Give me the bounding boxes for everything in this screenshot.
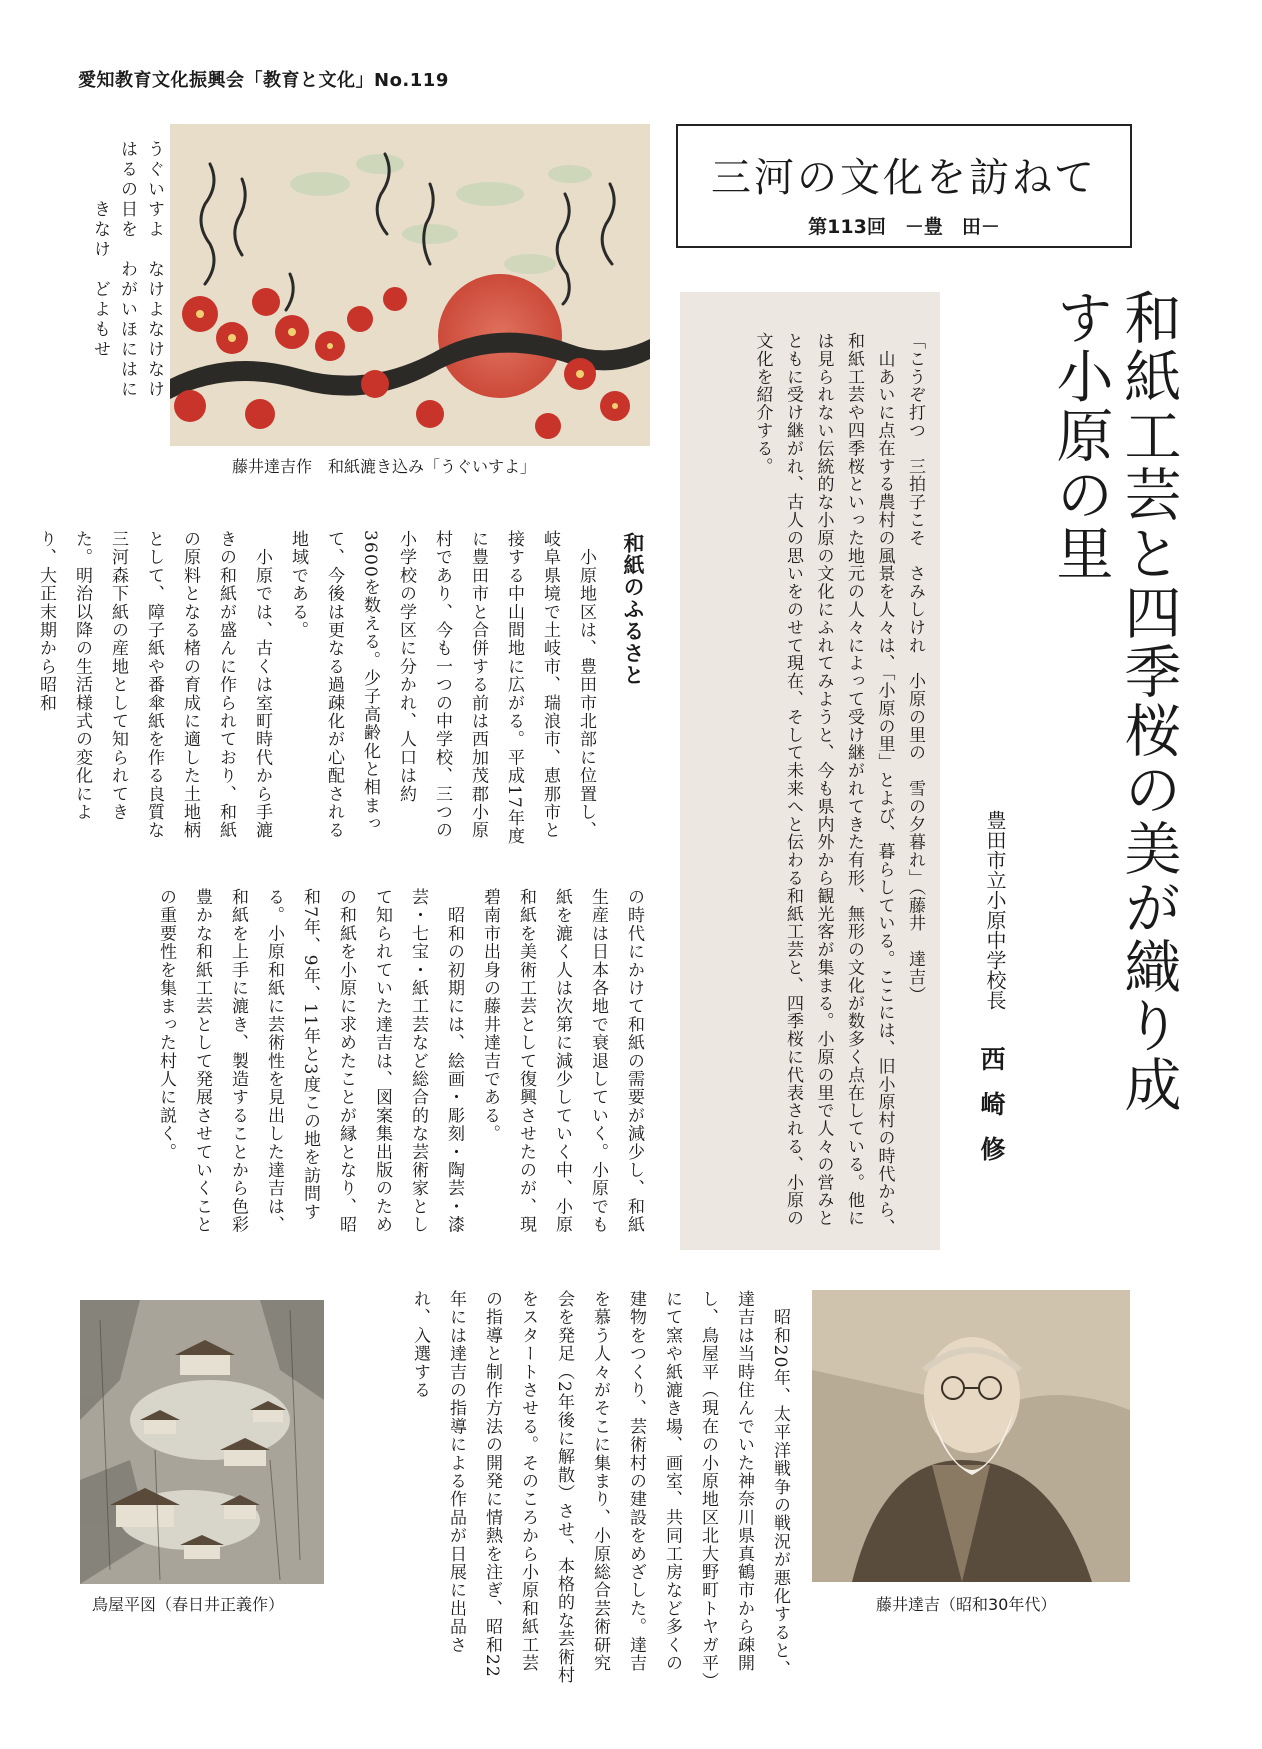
artwork-caption: 藤井達吉作 和紙漉き込み「うぐいすよ」 (232, 457, 537, 476)
body-column-1: 小原地区は、豊田市北部に位置し、岐阜県境で土岐市、瑞浪市、恵那市と接する中山間地に広がる。平成17年度に豊田市と合併する前は西加茂郡小原村であり、今も一つの中学校、三つの小学校の学区に分かれ、人口は約3600を数える。少子高齢化と相まって、今後は更なる過疎化が心配される地域である。 小原では、古くは室町時代から手漉きの和紙が盛んに作られており、和紙の原料となる楮の育成に適した土地柄として、障子紙や番傘紙を作る良質な三河森下紙の産地として知られてきた。明治以降の生活様式の変化により、大正末期から昭和 (36, 530, 596, 846)
body-column-2: の時代にかけて和紙の需要が減少し、和紙生産は日本各地で衰退していく。小原でも紙を漉く人は次第に減少していく中、小原和紙を美術工芸として復興させたのが、現碧南市出身の藤井達吉である。 昭和の初期には、絵画・彫刻・陶芸・漆芸・七宝・紙工芸など総合的な芸術家として知られていた達吉は、図案集出版のための和紙を小原に求めたことが縁となり、昭和7年、9年、11年と3度この地を訪問する。小原和紙に芸術性を見出した達吉は、和紙を上手に漉き、製造することから色彩豊かな和紙工芸として発展させていくことの重要性を集まった村人に説く。 (156, 888, 644, 1234)
publication-header: 愛知教育文化振興会「教育と文化」No.119 (78, 70, 449, 91)
portrait-caption: 藤井達吉（昭和30年代） (876, 1595, 1057, 1614)
article-title: 和紙工芸と四季桜の美が織り成す小原の里 (1047, 288, 1181, 1114)
author-affiliation: 豊田市立小原中学校長 (983, 810, 1007, 1010)
poem-text: うぐいすよ なけよなけなけ はるの日を わがいほにはに きなけ どよもせ (90, 140, 164, 400)
painting-caption: 鳥屋平図（春日井正義作） (92, 1595, 285, 1614)
body-column-3: 昭和20年、太平洋戦争の戦況が悪化すると、達吉は当時住んでいた神奈川県真鶴市から疎開し、鳥屋平（現在の小原地区北大野町トヤガ平）にて窯や紙漉き場、画室、共同工房など多くの建物をつくり、芸術村の建設をめざした。達吉を慕う人々がそこに集まり、小原総合芸術研究会を発足（2年後に解散）させ、本格的な芸術村をスタートさせる。そのころから小原和紙工芸の指導と制作方法の開発に情熱を注ぎ、昭和22年には達吉の指導による作品が日展に出品され、入選する (410, 1290, 790, 1685)
section-heading: 和紙のふるさと (621, 532, 645, 686)
portrait-photo (812, 1290, 1130, 1582)
painting-image (80, 1300, 324, 1584)
series-box (676, 124, 1132, 248)
author-name: 西崎修 (977, 1046, 1006, 1181)
intro-text: 「こうぞ打つ 三拍子こそ さみしけれ 小原の里の 雪の夕暮れ」（藤井 達吉） 山あいに点在する農村の風景を人々は、「小原の里」とよび、暮らしている。ここには、旧小原村の時代から、和紙工芸や四季桜といった地元の人々によって受け継がれてきた有形、無形の文化が数多く点在している。他には見られない伝統的な小原の文化にふれてみようと、今も県内外から観光客が集まる。小原の里で人々の営みとともに受け継がれ、古人の思いをのせて現在、そして未来へと伝わる和紙工芸と、四季桜に代表される、小原の文化を紹介する。 (752, 332, 925, 1237)
artwork-image (170, 124, 650, 446)
series-subtitle: 第113回 －豊 田－ (808, 216, 1000, 238)
series-title: 三河の文化を訪ねて (711, 155, 1097, 201)
